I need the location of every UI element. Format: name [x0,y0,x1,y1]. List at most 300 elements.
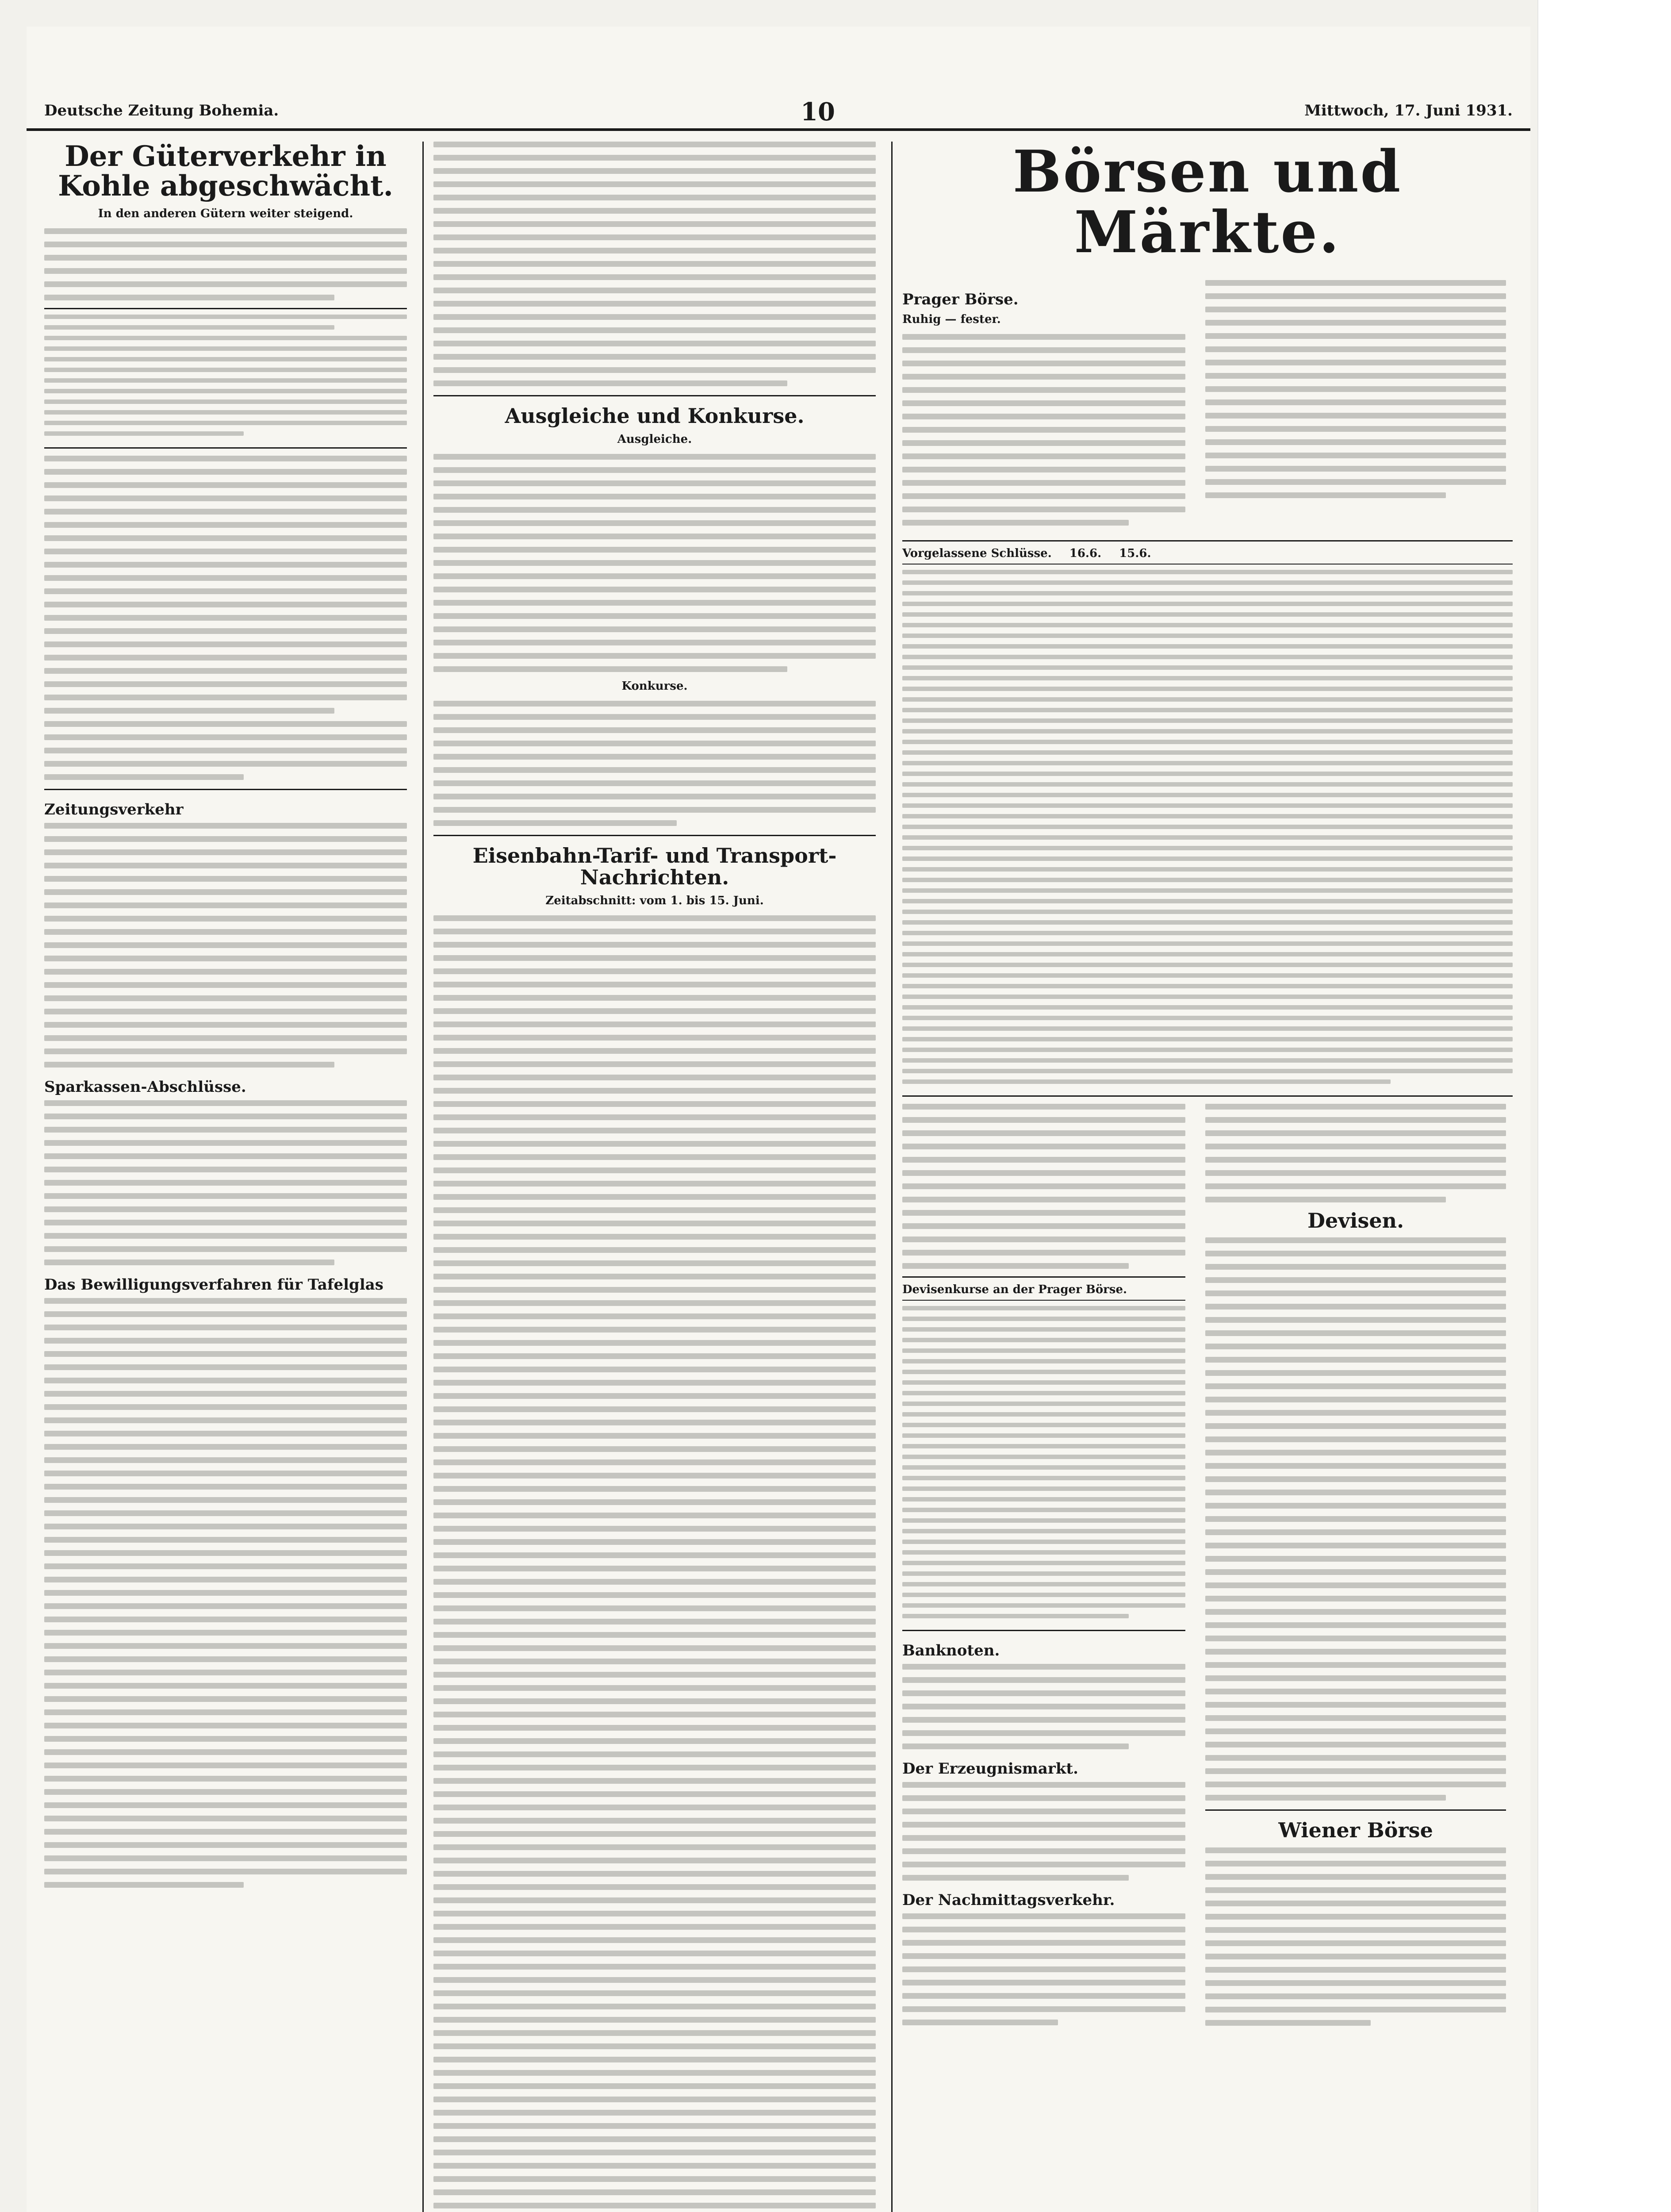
text-line [1205,1130,1506,1136]
text-line [44,721,407,727]
text-line [902,1380,1185,1385]
section-headline: Ausgleiche und Konkurse. [505,404,805,428]
text-line [44,509,407,515]
text-line [902,1048,1513,1052]
text-line [1205,333,1506,339]
text-line [902,1486,1185,1491]
text-line [902,1338,1185,1342]
text-line [44,410,407,415]
text-line [44,1338,407,1344]
text-line [902,1423,1185,1427]
text-line [433,1685,876,1691]
text-line [433,1141,876,1147]
text-line [44,562,407,568]
text-line [902,1306,1185,1310]
text-line [1205,1569,1506,1575]
text-line [44,1193,407,1199]
text-line [902,1993,1185,1999]
text-line [902,467,1185,472]
text-line [44,1127,407,1133]
text-line [902,1603,1185,1608]
text-line [1205,1490,1506,1495]
text-line [433,2189,876,2195]
text-line [902,888,1513,893]
text-line [433,2017,876,2023]
text-line [433,1977,876,1983]
section-headline: Devisen. [1307,1209,1404,1233]
text-line [44,876,407,882]
text-line [1205,1675,1506,1681]
text-line [44,1167,407,1172]
text-line [902,1966,1185,1972]
text-line [902,520,1129,526]
article-body [44,1298,407,1888]
text-line [44,242,407,247]
text-line [433,640,876,645]
text-line [902,1157,1185,1163]
text-line [902,1170,1185,1176]
text-line [44,929,407,935]
text-line [433,1725,876,1731]
text-line [902,1614,1129,1618]
text-line [902,1529,1185,1533]
text-line [433,507,876,513]
text-line [44,1829,407,1835]
text-line [433,1287,876,1293]
text-line [433,1075,876,1080]
text-line [902,1571,1185,1576]
text-line [433,1499,876,1505]
text-line [433,955,876,961]
text-line [433,714,876,720]
text-line [433,2163,876,2169]
text-line [433,1234,876,1240]
text-line [433,1035,876,1041]
text-line [44,889,407,895]
text-line [902,825,1513,829]
text-line [44,761,407,767]
stock-quotes-table [902,540,1513,1097]
text-line [1205,1782,1506,1787]
text-line [902,878,1513,882]
text-line [44,336,407,340]
text-line [44,535,407,541]
text-line [902,772,1513,776]
text-line [902,612,1513,617]
devisen-column [1205,1104,1506,2033]
text-line [1205,1967,1506,1973]
text-line [902,634,1513,638]
text-line [433,547,876,553]
text-line [902,1433,1185,1438]
text-line [433,1858,876,1863]
text-line [433,727,876,733]
text-line [433,2083,876,2089]
text-line [44,268,407,274]
text-line [902,708,1513,712]
text-line [44,1696,407,1702]
text-line [433,1566,876,1571]
text-line [902,1026,1513,1031]
text-line [1205,1251,1506,1256]
text-line [44,1471,407,1476]
text-line [44,942,407,948]
text-line [902,984,1513,988]
text-line [902,427,1185,433]
text-line [902,1117,1185,1123]
section-subhead: Zeitabschnitt: vom 1. bis 15. Juni. [545,894,764,907]
text-line [902,729,1513,733]
text-line [44,641,407,647]
text-line [902,995,1513,999]
text-line [433,467,876,473]
article-body [44,823,407,1068]
text-line [433,1712,876,1717]
text-line [44,456,407,461]
text-line [902,1862,1185,1867]
text-line [902,1465,1185,1470]
text-line [1205,1649,1506,1655]
text-line [1205,1768,1506,1774]
text-line [433,1778,876,1784]
text-line [1205,1980,1506,1986]
text-line [44,615,407,621]
text-line [1205,1993,1506,1999]
text-line [44,969,407,975]
bond-report [902,1104,1185,2033]
text-line [1205,1183,1506,1189]
text-line [433,1884,876,1890]
section-subhead: Konkurse. [621,680,688,693]
text-line [44,1100,407,1106]
text-line [44,1736,407,1742]
text-line [44,1048,407,1054]
text-line [1205,1170,1506,1176]
text-line [902,580,1513,585]
text-line [902,1540,1185,1544]
section-label: Zeitungsverkehr [44,801,184,819]
text-line [44,1709,407,1715]
text-line [44,357,407,361]
text-line [44,1630,407,1636]
text-line [433,354,876,360]
text-line [433,560,876,566]
section-divider [433,395,876,396]
column-date: 15.6. [1119,547,1151,560]
freight-table [44,308,407,449]
text-line [1205,1529,1506,1535]
text-line [44,681,407,687]
text-line [44,1723,407,1728]
text-line [1205,1197,1446,1202]
text-line [44,823,407,829]
text-line [1205,413,1506,419]
text-line [44,295,334,300]
text-line [433,1446,876,1452]
text-line [902,361,1185,366]
text-line [44,368,407,372]
text-line [902,1518,1185,1523]
text-line [1205,1516,1506,1522]
market-report [1205,280,1506,506]
text-line [44,668,407,674]
text-line [44,1670,407,1675]
text-line [1205,386,1506,392]
text-line [1205,426,1506,432]
text-line [44,315,407,319]
text-line [433,653,876,659]
text-line [902,1664,1185,1670]
text-line [902,507,1185,512]
text-line [902,1795,1185,1801]
text-line [44,1180,407,1186]
text-line [1205,1304,1506,1310]
text-line [44,1378,407,1383]
text-line [433,1207,876,1213]
text-line [44,956,407,961]
text-line [902,899,1513,903]
text-line [902,480,1185,486]
text-line [433,915,876,921]
text-line [433,1672,876,1678]
text-line [433,494,876,499]
text-line [902,374,1185,380]
text-line [433,1951,876,1956]
text-line [44,1537,407,1543]
text-line [902,1822,1185,1828]
text-line [44,602,407,607]
text-line [1205,1330,1506,1336]
section-headline: Eisenbahn-Tarif- und Transport-Nachrichten. [472,844,837,889]
text-line [1205,1357,1506,1363]
text-line [902,1327,1185,1332]
text-line [902,1317,1185,1321]
text-line [902,387,1185,393]
text-line [44,1364,407,1370]
column-2 [433,142,876,2212]
text-line [433,1022,876,1027]
text-line [902,1497,1185,1502]
text-line [44,421,407,425]
text-line [902,1144,1185,1149]
section-subhead: Ausgleiche. [617,433,692,446]
text-line [433,1380,876,1386]
text-line [902,1690,1185,1696]
text-line [902,782,1513,787]
text-line [1205,1755,1506,1761]
column-rule [422,142,424,2212]
text-line [433,942,876,948]
text-line [433,1937,876,1943]
column-3 [902,138,1513,2033]
text-line [902,1402,1185,1406]
text-line [44,228,407,234]
text-line [902,835,1513,840]
text-line [902,1223,1185,1229]
text-line [433,1473,876,1479]
text-line [44,482,407,488]
text-line [902,1197,1185,1202]
text-line [1205,1954,1506,1959]
text-line [433,1433,876,1439]
text-line [433,221,876,227]
text-line [44,378,407,383]
text-line [433,754,876,760]
text-line [433,1486,876,1492]
text-line [433,274,876,280]
table-title: Devisenkurse an der Prager Börse. [902,1283,1127,1296]
text-line [902,1250,1185,1256]
text-line [433,2057,876,2062]
text-line [1205,1290,1506,1296]
text-line [44,655,407,661]
text-line [433,2150,876,2155]
text-line [44,1683,407,1689]
text-line [1205,466,1506,472]
text-line [1205,1383,1506,1389]
text-line [433,1101,876,1107]
text-line [1205,2020,1371,2026]
text-line [433,1526,876,1532]
text-line [1205,1795,1446,1801]
text-line [44,469,407,475]
text-line [1205,1144,1506,1149]
text-line [433,701,876,707]
text-line [1205,1317,1506,1323]
text-line [902,814,1513,818]
text-line [44,1563,407,1569]
section-masthead: Börsen und Märkte. [1012,138,1403,266]
text-line [44,1246,407,1252]
article-body [433,915,876,2212]
text-line [433,1539,876,1545]
text-line [1205,1436,1506,1442]
text-line [902,1508,1185,1512]
text-line [44,495,407,501]
text-line [433,1459,876,1465]
text-line [902,1183,1185,1189]
text-line [44,1140,407,1146]
text-line [44,1510,407,1516]
text-line [902,920,1513,925]
text-line [902,1913,1185,1919]
column-1 [44,142,407,1895]
text-line [44,1763,407,1768]
text-line [433,2043,876,2049]
text-line [433,1911,876,1916]
text-line [1205,1847,1506,1853]
text-line [433,1659,876,1664]
text-line [1205,1622,1506,1628]
text-line [44,1789,407,1795]
text-line [902,1210,1185,1216]
text-line [902,1593,1185,1597]
text-line [44,1643,407,1649]
text-line [902,1058,1513,1063]
text-line [433,968,876,974]
page-number: 10 [801,97,835,127]
section-label: Der Nachmittagsverkehr. [902,1891,1115,1909]
table-title: Vorgelassene Schlüsse. [902,547,1052,560]
text-line [1205,399,1506,405]
text-line [433,1897,876,1903]
text-line [902,1809,1185,1814]
text-line [1205,1582,1506,1588]
text-line [1205,1940,1506,1946]
text-line [433,1831,876,1837]
text-line [902,676,1513,680]
text-line [433,613,876,619]
text-line [902,1444,1185,1448]
article-body [433,454,876,672]
text-line [433,181,876,187]
text-line [44,902,407,908]
text-line [902,740,1513,744]
text-line [433,1181,876,1187]
text-line [1205,307,1506,312]
text-line [433,1844,876,1850]
masthead-title: Deutsche Zeitung Bohemia. [44,102,279,119]
text-line [44,1009,407,1014]
text-line [44,1206,407,1212]
text-line [902,697,1513,702]
text-line [902,440,1185,446]
text-line [1205,373,1506,379]
text-line [44,1524,407,1529]
text-line [44,1233,407,1239]
text-line [902,665,1513,670]
text-line [433,1632,876,1638]
text-line [433,142,876,147]
text-line [433,1274,876,1279]
text-line [1205,1662,1506,1668]
text-line [433,1871,876,1877]
text-line [902,1875,1129,1881]
text-line [902,803,1513,808]
text-line [902,1476,1185,1480]
article-body [44,456,407,780]
text-line [44,1035,407,1041]
text-line [433,454,876,460]
text-line [433,234,876,240]
text-line [902,334,1185,340]
text-line [433,1420,876,1425]
text-line [433,534,876,539]
section-divider [1205,1809,1506,1811]
text-line [1205,1887,1506,1893]
text-line [44,1351,407,1357]
text-line [433,301,876,307]
text-line [902,1237,1185,1242]
text-line [1205,1861,1506,1866]
text-line [433,520,876,526]
text-line [902,793,1513,797]
text-line [902,602,1513,606]
text-line [1205,1104,1506,1110]
text-line [1205,1901,1506,1906]
text-line [433,2123,876,2129]
text-line [1205,1117,1506,1123]
section-label: Prager Börse. [902,291,1019,308]
text-line [1205,453,1506,458]
text-line [902,400,1185,406]
text-line [433,1619,876,1624]
text-line [433,1088,876,1094]
section-divider [44,789,407,790]
text-line [1205,1344,1506,1349]
text-line [1205,1476,1506,1482]
text-line [433,480,876,486]
